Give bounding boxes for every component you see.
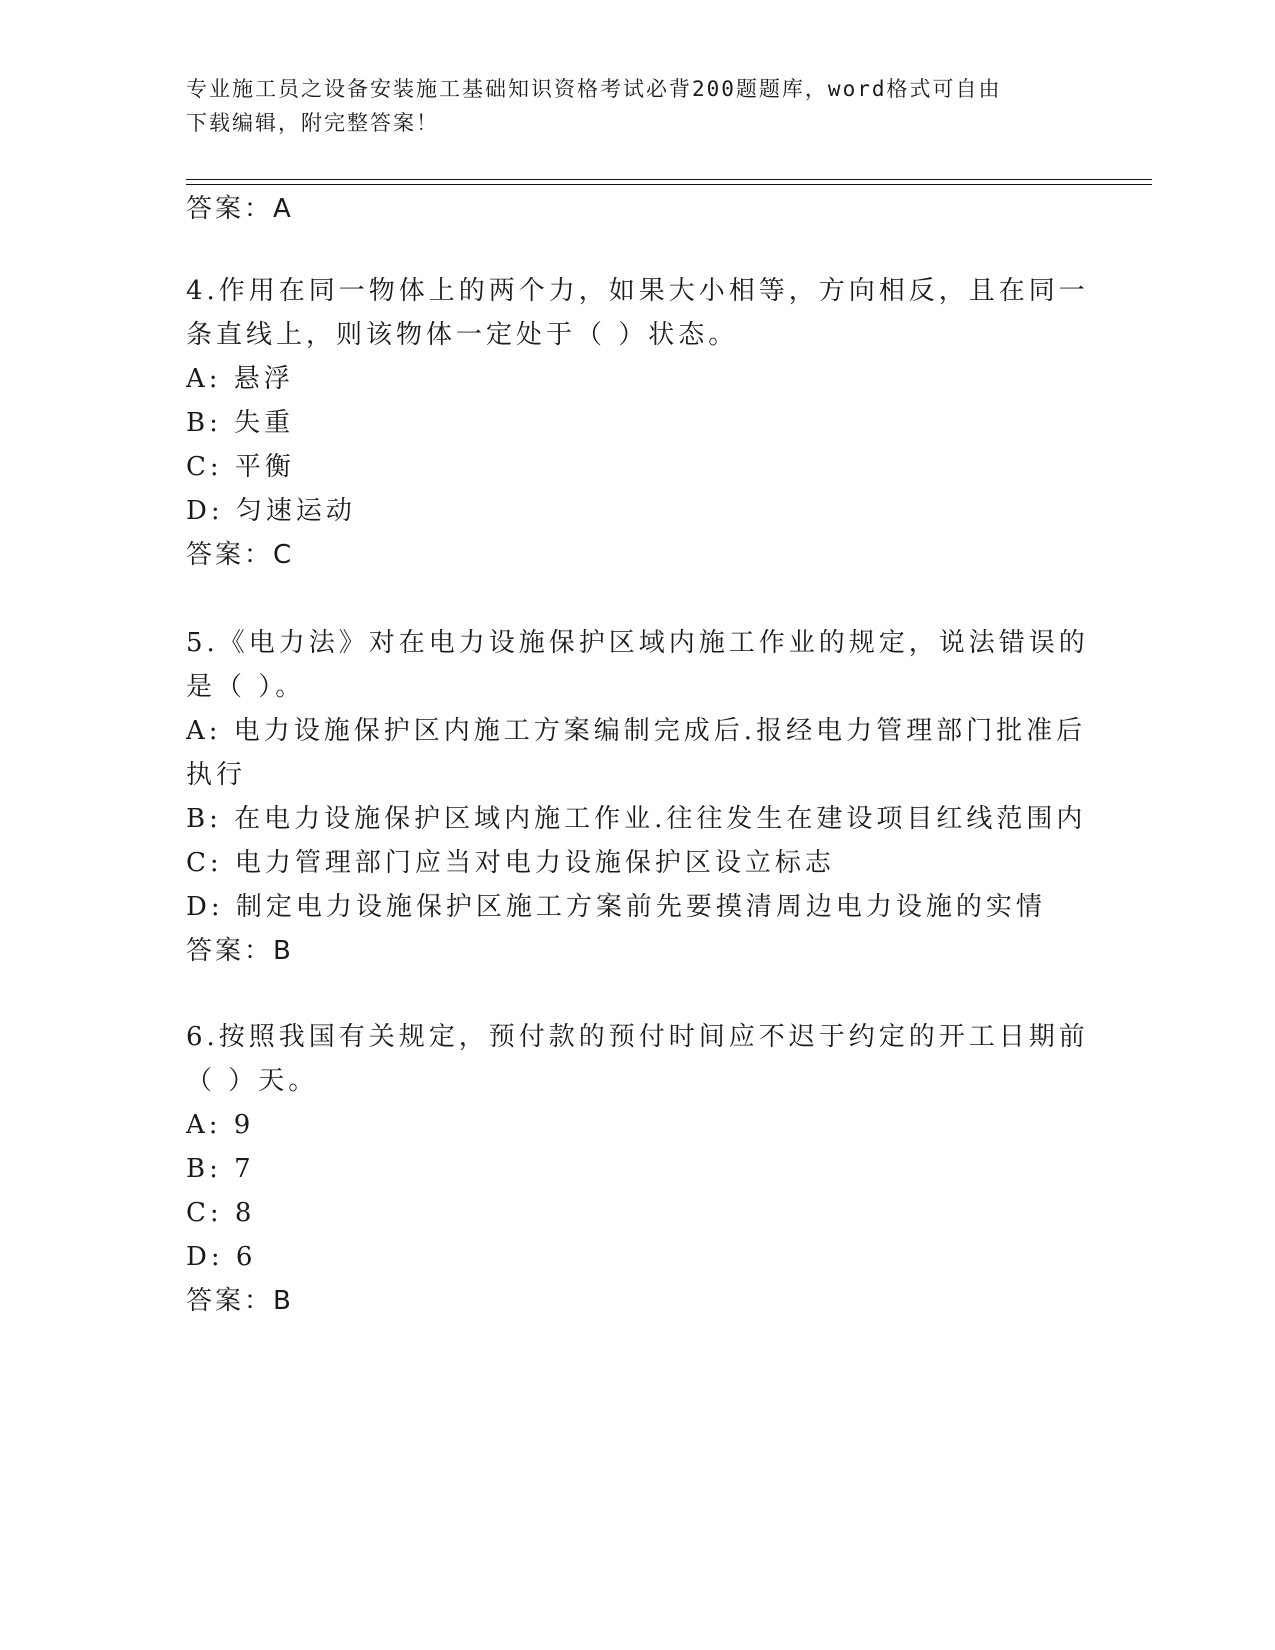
q6-stem-line-1: 6.按照我国有关规定，预付款的预付时间应不迟于约定的开工日期前	[186, 1022, 1089, 1052]
header-rule-bottom	[186, 184, 1152, 185]
q5-option-b: B: 在电力设施保护区域内施工作业.往往发生在建设项目红线范围内	[186, 804, 1087, 834]
header-line-1: 专业施工员之设备安装施工基础知识资格考试必背200题题库，word格式可自由	[186, 77, 1002, 101]
q6-option-b: B: 7	[186, 1154, 255, 1184]
q4-option-d: D: 匀速运动	[186, 496, 356, 526]
q5-answer: 答案：B	[186, 936, 294, 966]
previous-answer: 答案：A	[186, 194, 294, 224]
q5-option-c: C: 电力管理部门应当对电力设施保护区设立标志	[186, 848, 835, 878]
q4-answer: 答案：C	[186, 540, 295, 570]
q4-stem-line-1: 4.作用在同一物体上的两个力，如果大小相等，方向相反，且在同一	[186, 276, 1089, 306]
q4-stem-line-2: 条直线上，则该物体一定处于（ ）状态。	[186, 320, 739, 350]
document-header	[186, 72, 1066, 140]
q5-stem-line-1: 5.《电力法》对在电力设施保护区域内施工作业的规定，说法错误的	[186, 628, 1089, 658]
q4-option-a: A: 悬浮	[186, 364, 294, 394]
q6-option-d: D: 6	[186, 1242, 257, 1272]
q6-option-c: C: 8	[186, 1198, 256, 1228]
q5-stem-line-2: 是（ ）。	[186, 672, 306, 702]
q4-option-c: C: 平衡	[186, 452, 295, 482]
q6-stem-line-2: （ ）天。	[186, 1066, 319, 1096]
header-line-2: 下载编辑，附完整答案！	[186, 111, 439, 135]
q5-option-d: D: 制定电力设施保护区施工方案前先要摸清周边电力设施的实情	[186, 892, 1046, 922]
q4-option-b: B: 失重	[186, 408, 295, 438]
q5-option-a-line-2: 执行	[186, 760, 247, 790]
q6-option-a: A: 9	[186, 1110, 255, 1140]
header-rule-top	[186, 179, 1152, 180]
q5-option-a-line-1: A: 电力设施保护区内施工方案编制完成后.报经电力管理部门批准后	[186, 716, 1087, 746]
q6-answer: 答案：B	[186, 1286, 294, 1316]
